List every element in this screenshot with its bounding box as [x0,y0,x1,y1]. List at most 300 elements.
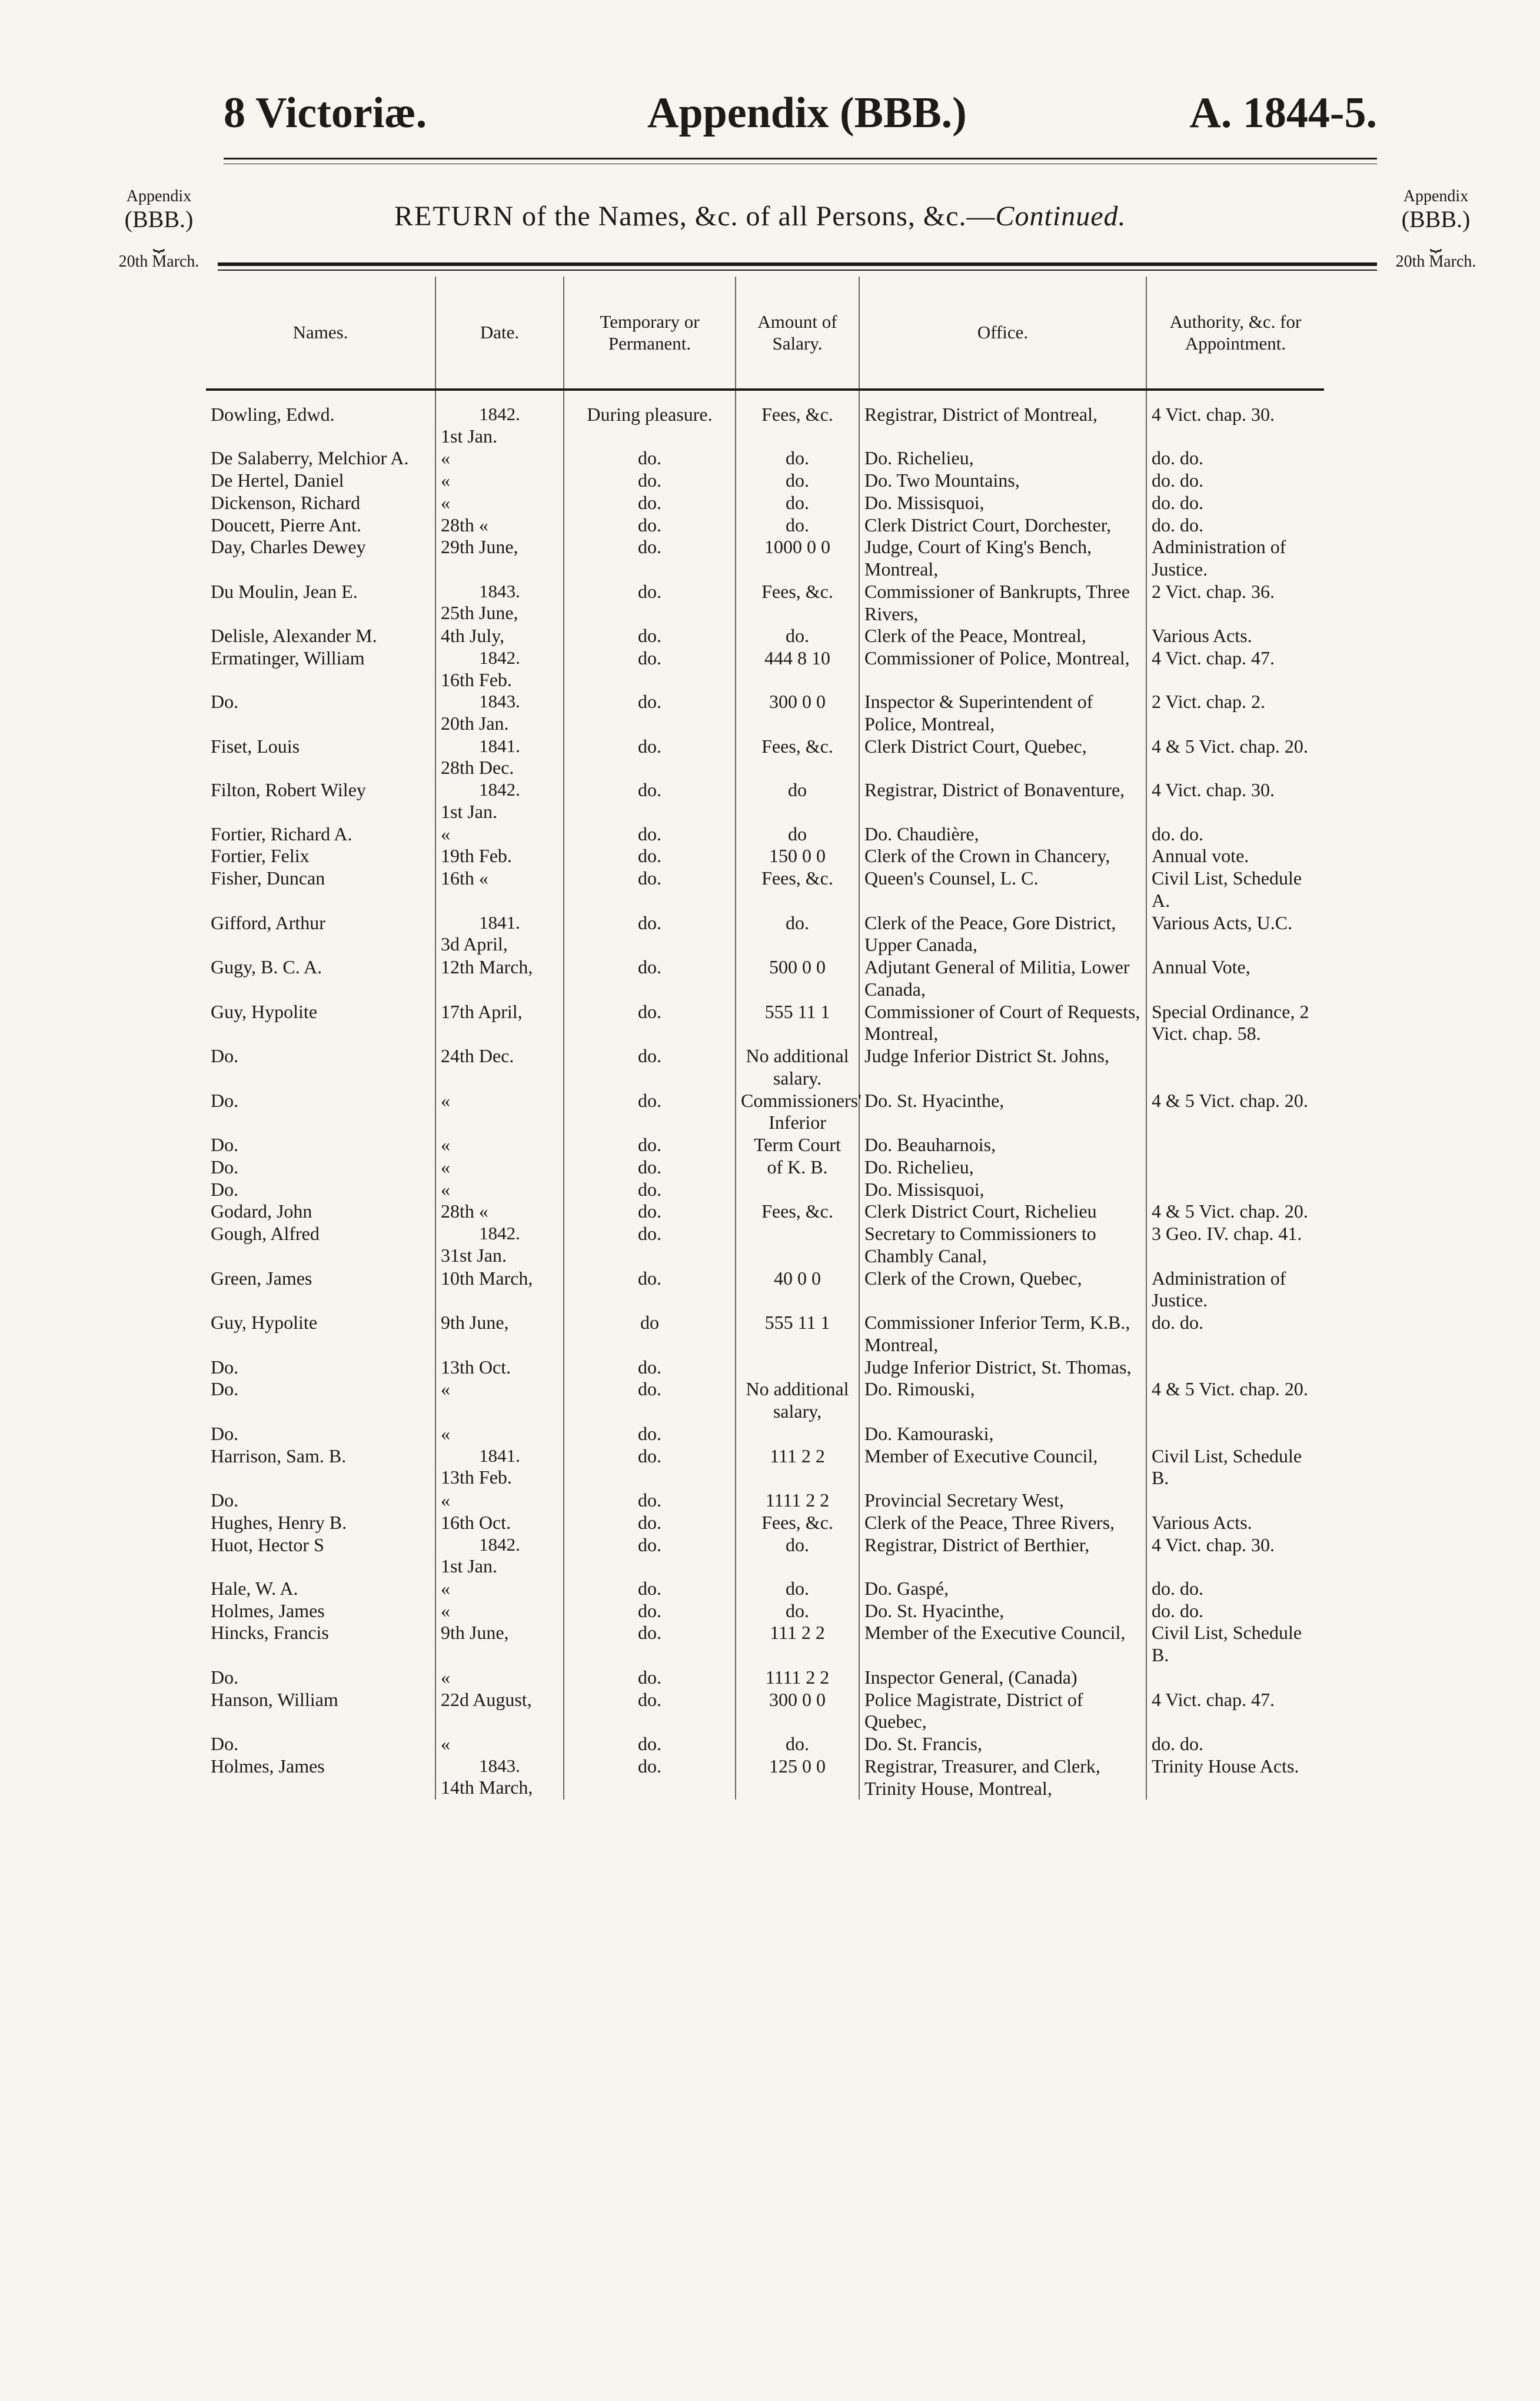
cell-name [206,1356,435,1379]
table-row [206,1755,1324,1800]
cell-temporary [564,1156,736,1179]
cell-date-text: 22d August, [441,1688,532,1710]
cell-amount-text: do [788,779,807,801]
cell-amount-text: Fees, &c. [761,1511,833,1533]
cell-date-text: 31st Jan. [441,1244,507,1266]
cell-name-text: Holmes, James [211,1755,325,1777]
cell-authority-text: 4 Vict. chap. 47. [1152,647,1275,669]
cell-amount-text: 150 0 0 [769,845,826,867]
cell-office [859,1489,1146,1512]
return-table [206,277,1324,1800]
cell-authority [1146,536,1324,581]
cell-date-text: « [441,1422,450,1444]
cell-amount-text: do. [786,1577,809,1599]
side-note-left-date: 20th March. [118,252,199,271]
cell-office-text: Do. Kamouraski, [864,1422,994,1444]
page-header [224,88,1377,153]
cell-name-text: Green, James [211,1267,312,1289]
cell-name [206,470,435,492]
cell-name-text: Dowling, Edwd. [211,404,335,425]
cell-office-text: Adjutant General of Militia, Lower Canada, [864,956,1130,1000]
table-row [206,404,1324,447]
table-row [206,1001,1324,1046]
cell-authority [1146,1600,1324,1622]
cell-date-text: 1st Jan. [441,1555,497,1577]
cell-office-text: Judge, Court of King's Bench, Montreal, [864,536,1092,580]
cell-temporary [564,1134,736,1156]
cell-date [435,691,564,736]
column-header-amount: Amount of Salary. [736,277,859,390]
table-row [206,492,1324,514]
cell-amount-text: do. [786,491,809,513]
cell-office-text: Provincial Secretary West, [864,1489,1064,1511]
cell-date-text: 20th Jan. [441,712,509,734]
cell-year: 1841. [479,735,520,756]
cell-name [206,1667,435,1689]
cell-authority-text: Various Acts, U.C. [1152,912,1293,933]
cell-temporary-text: do. [638,1356,661,1378]
cell-name [206,1134,435,1156]
cell-amount [736,1179,859,1201]
cell-name [206,867,435,912]
cell-date [435,1356,564,1379]
cell-date-text: « [441,1599,450,1621]
cell-date [435,779,564,823]
cell-date [435,845,564,867]
cell-office [859,1600,1146,1622]
cell-temporary [564,1622,736,1667]
cell-office-text: Commissioner of Bankrupts, Three Rivers, [864,580,1130,624]
cell-authority-text: do. do. [1152,514,1203,536]
cell-date [435,1134,564,1156]
cell-name-text: Gugy, B. C. A. [211,956,322,978]
cell-office [859,912,1146,957]
cell-amount-text: 1000 0 0 [764,536,830,558]
cell-amount [736,736,859,779]
cell-office [859,404,1146,447]
cell-amount-text: 555 11 1 [764,1312,830,1333]
cell-temporary [564,404,736,447]
cell-authority [1146,404,1324,447]
cell-amount [736,1312,859,1356]
cell-authority-text: Special Ordinance, 2 Vict. chap. 58. [1152,1000,1309,1045]
cell-date [435,1223,564,1268]
cell-date-text: 14th March, [441,1777,533,1798]
cell-name [206,647,435,691]
cell-year: 1843. [479,691,520,712]
cell-name [206,1578,435,1600]
cell-temporary-text: do. [638,1534,661,1555]
cell-office [859,1512,1146,1534]
cell-name-text: Do. [211,1045,239,1067]
cell-temporary [564,447,736,470]
cell-amount [736,1622,859,1667]
cell-temporary-text: do. [638,1378,661,1400]
cell-year: 1842. [479,779,520,800]
table-body [206,390,1324,1800]
cell-temporary [564,1001,736,1046]
cell-authority-text: 4 Vict. chap. 30. [1152,1534,1275,1555]
cell-date-text: 3d April, [441,933,508,955]
cell-date-text: 24th Dec. [441,1045,514,1067]
cell-temporary [564,1223,736,1268]
cell-office-text: Registrar, Treasurer, and Clerk, Trinity House, Montreal, [864,1755,1100,1799]
cell-date-text: 17th April, [441,1000,523,1022]
cell-office [859,1667,1146,1689]
cell-office-text: Clerk of the Crown in Chancery, [864,845,1110,867]
cell-name-text: Hale, W. A. [211,1577,298,1599]
cell-authority [1146,1534,1324,1578]
cell-authority [1146,1179,1324,1201]
table-row [206,1268,1324,1312]
cell-authority [1146,492,1324,514]
cell-authority [1146,1489,1324,1512]
cell-name-text: Guy, Hypolite [211,1000,318,1022]
cell-date-text: 1st Jan. [441,800,497,822]
cell-name [206,514,435,537]
cell-date-text: 16th « [441,867,488,889]
cell-office [859,1445,1146,1490]
cell-date [435,470,564,492]
cell-temporary-text: do. [638,845,661,867]
cell-amount-text: do. [786,912,809,933]
cell-name-text: Do. [211,1666,239,1688]
cell-name [206,845,435,867]
cell-office-text: Clerk District Court, Richelieu [864,1200,1097,1222]
cell-office-text: Commissioner of Court of Requests, Montreal, [864,1000,1140,1045]
cell-amount-text: Fees, &c. [761,735,833,757]
cell-amount [736,1045,859,1090]
cell-authority [1146,1312,1324,1356]
cell-date-text: 9th June, [441,1622,509,1644]
cell-date-text: 16th Oct. [441,1511,511,1533]
cell-amount [736,1733,859,1755]
cell-authority-text: Various Acts. [1152,1511,1252,1533]
cell-date [435,1200,564,1223]
cell-date [435,1600,564,1622]
cell-name [206,912,435,957]
cell-date-text: « [441,447,450,469]
cell-temporary-text: During pleasure. [587,404,713,425]
cell-office [859,1200,1146,1223]
cell-authority [1146,581,1324,626]
cell-authority [1146,691,1324,736]
table-row [206,625,1324,647]
cell-authority-text: do. do. [1152,1599,1203,1621]
cell-amount [736,1134,859,1156]
cell-office [859,736,1146,779]
cell-amount-text: 300 0 0 [769,691,826,713]
cell-temporary [564,581,736,626]
cell-office [859,1179,1146,1201]
cell-authority-text: Various Acts. [1152,625,1252,647]
table-header-row [206,277,1324,390]
cell-office-text: Do. Richelieu, [864,447,974,469]
cell-temporary-text: do. [638,1511,661,1533]
cell-date-text: 9th June, [441,1312,509,1333]
cell-office [859,470,1146,492]
cell-name [206,1423,435,1445]
cell-office-text: Inspector & Superintendent of Police, Montreal, [864,691,1093,735]
table-row [206,1733,1324,1755]
cell-temporary-text: do. [638,1733,661,1755]
cell-office-text: Do. Missisquoi, [864,1178,984,1200]
cell-date [435,625,564,647]
cell-amount-text: 1111 2 2 [765,1666,830,1688]
cell-date [435,536,564,581]
table-spacer-row [206,390,1324,404]
return-title-prefix: RETURN [394,201,514,232]
cell-office-text: Registrar, District of Berthier, [864,1534,1090,1555]
cell-office [859,581,1146,626]
cell-year: 1843. [479,580,520,601]
table-row [206,956,1324,1001]
cell-office-text: Registrar, District of Bonaventure, [864,779,1125,801]
cell-name-text: De Salaberry, Melchior A. [211,447,409,469]
cell-amount-text: Term Court [754,1134,841,1156]
cell-office-text: Judge Inferior District, St. Thomas, [864,1356,1132,1378]
cell-office-text: Commissioner of Police, Montreal, [864,647,1130,669]
cell-temporary-text: do. [638,1688,661,1710]
table-row [206,1578,1324,1600]
cell-temporary [564,912,736,957]
cell-name [206,581,435,626]
cell-temporary-text: do. [638,1178,661,1200]
table-row [206,779,1324,823]
cell-authority [1146,1622,1324,1667]
cell-name [206,1090,435,1135]
cell-authority [1146,1223,1324,1268]
cell-date [435,447,564,470]
cell-date-text: « [441,491,450,513]
cell-amount-text: 555 11 1 [764,1000,830,1022]
cell-name-text: Do. [211,1733,239,1755]
cell-authority [1146,447,1324,470]
cell-temporary-text: do. [638,956,661,978]
cell-name [206,625,435,647]
cell-temporary [564,1179,736,1201]
cell-date [435,1423,564,1445]
cell-amount [736,1600,859,1622]
cell-office-text: Police Magistrate, District of Quebec, [864,1688,1083,1732]
cell-name [206,823,435,846]
cell-office [859,514,1146,537]
cell-office [859,1134,1146,1156]
cell-date [435,1179,564,1201]
cell-date [435,1622,564,1667]
cell-office [859,691,1146,736]
cell-office-text: Do. Gaspé, [864,1577,949,1599]
cell-name-text: Do. [211,1422,239,1444]
cell-amount-text: 40 0 0 [774,1267,821,1289]
cell-temporary-text: do. [638,1599,661,1621]
cell-amount-text: 444 8 10 [764,647,830,669]
cell-amount-text: Commissioners' Inferior [741,1089,862,1133]
cell-date [435,1090,564,1135]
cell-office-text: Clerk of the Peace, Montreal, [864,625,1086,647]
table-row [206,1179,1324,1201]
cell-date [435,1534,564,1578]
cell-name-text: Du Moulin, Jean E. [211,580,358,602]
cell-amount [736,647,859,691]
table-row [206,691,1324,736]
cell-temporary [564,492,736,514]
cell-name-text: De Hertel, Daniel [211,470,344,491]
header-left: 8 Victoriæ. [224,89,427,137]
cell-name-text: Do. [211,1178,239,1200]
cell-amount [736,514,859,537]
cell-amount-text: 300 0 0 [769,1688,826,1710]
cell-name [206,1600,435,1622]
cell-temporary-text: do. [638,691,661,713]
cell-year: 1842. [479,1223,520,1244]
cell-amount-text: No additional salary, [746,1378,849,1422]
cell-name [206,1223,435,1268]
cell-date [435,1689,564,1734]
cell-authority [1146,845,1324,867]
cell-amount [736,447,859,470]
cell-authority [1146,1755,1324,1800]
cell-authority [1146,736,1324,779]
cell-name [206,404,435,447]
cell-temporary-text: do. [638,1489,661,1511]
table-row [206,581,1324,626]
cell-year: 1842. [479,647,520,669]
cell-name-text: Doucett, Pierre Ant. [211,514,361,536]
side-note-right-brace: ⏟ [1429,230,1442,252]
cell-name-text: Do. [211,1089,239,1111]
cell-office-text: Queen's Counsel, L. C. [864,867,1039,889]
cell-office [859,1156,1146,1179]
cell-amount [736,1378,859,1423]
cell-office [859,1534,1146,1578]
cell-temporary-text: do. [638,1267,661,1289]
cell-office [859,1622,1146,1667]
cell-name [206,1001,435,1046]
cell-amount [736,1156,859,1179]
cell-amount-text: Fees, &c. [761,580,833,602]
cell-name-text: Guy, Hypolite [211,1312,318,1333]
cell-office-text: Member of Executive Council, [864,1445,1098,1466]
table-row [206,736,1324,779]
cell-authority [1146,1578,1324,1600]
cell-authority [1146,625,1324,647]
cell-office [859,1733,1146,1755]
table-row [206,1667,1324,1689]
cell-temporary [564,1090,736,1135]
cell-name [206,956,435,1001]
cell-date-text: 28th « [441,1200,488,1222]
cell-name-text: Delisle, Alexander M. [211,625,377,647]
cell-amount [736,779,859,823]
cell-office [859,1689,1146,1734]
cell-date [435,1312,564,1356]
cell-temporary-text: do. [638,1089,661,1111]
cell-year: 1842. [479,404,520,424]
cell-amount-text: 125 0 0 [769,1755,826,1777]
cell-temporary [564,1445,736,1490]
cell-authority [1146,1423,1324,1445]
cell-authority [1146,1200,1324,1223]
cell-authority-text: Annual vote. [1152,845,1249,867]
table-row [206,1534,1324,1578]
cell-date-text: 28th « [441,514,488,536]
cell-date-text: 25th June, [441,602,518,624]
table-row [206,447,1324,470]
table-row [206,1489,1324,1512]
cell-temporary [564,1312,736,1356]
cell-office-text: Registrar, District of Montreal, [864,404,1097,425]
cell-authority [1146,1733,1324,1755]
table-row [206,1134,1324,1156]
cell-date [435,514,564,537]
cell-authority [1146,470,1324,492]
cell-temporary-text: do [640,1312,659,1333]
cell-temporary [564,1755,736,1800]
side-note-left [88,187,229,271]
cell-authority [1146,1045,1324,1090]
cell-temporary-text: do. [638,536,661,558]
cell-name-text: Fisher, Duncan [211,867,325,889]
side-note-left-line1: Appendix [126,187,192,205]
column-header-date: Date. [435,277,564,390]
cell-date [435,492,564,514]
table-row [206,1689,1324,1734]
cell-temporary-text: do. [638,735,661,757]
cell-amount-text: do. [786,625,809,647]
column-header-temporary: Temporary or Permanent. [564,277,736,390]
cell-amount-text: do. [786,447,809,469]
cell-temporary [564,1667,736,1689]
cell-temporary [564,845,736,867]
cell-name-text: Do. [211,1134,239,1156]
cell-office [859,536,1146,581]
cell-amount-text: do [788,823,807,844]
cell-name [206,492,435,514]
cell-authority [1146,1445,1324,1490]
cell-office-text: Do. St. Hyacinthe, [864,1089,1005,1111]
column-header-names: Names. [206,277,435,390]
cell-authority-text: 4 & 5 Vict. chap. 20. [1152,735,1308,757]
cell-office-text: Clerk of the Peace, Gore District, Upper Canada, [864,912,1116,956]
cell-name-text: Dickenson, Richard [211,491,361,513]
cell-name-text: Fortier, Felix [211,845,310,867]
cell-authority-text: do. do. [1152,491,1203,513]
cell-date [435,1733,564,1755]
cell-temporary-text: do. [638,1223,661,1245]
table-row [206,1200,1324,1223]
cell-temporary [564,1534,736,1578]
cell-temporary [564,1733,736,1755]
side-note-left-brace: ⏟ [152,230,165,252]
cell-temporary-text: do. [638,912,661,933]
cell-temporary [564,1489,736,1512]
cell-office [859,1378,1146,1423]
cell-temporary [564,1378,736,1423]
cell-temporary-text: do. [638,1666,661,1688]
cell-name [206,1179,435,1201]
cell-authority-text: Civil List, Schedule B. [1152,1622,1302,1666]
cell-amount [736,956,859,1001]
cell-name-text: Day, Charles Dewey [211,536,366,558]
cell-date-text: « [441,1378,450,1400]
cell-office [859,447,1146,470]
cell-authority [1146,1378,1324,1423]
table-row [206,1622,1324,1667]
cell-office [859,1356,1146,1379]
cell-date [435,1445,564,1490]
cell-name-text: Do. [211,1378,239,1400]
